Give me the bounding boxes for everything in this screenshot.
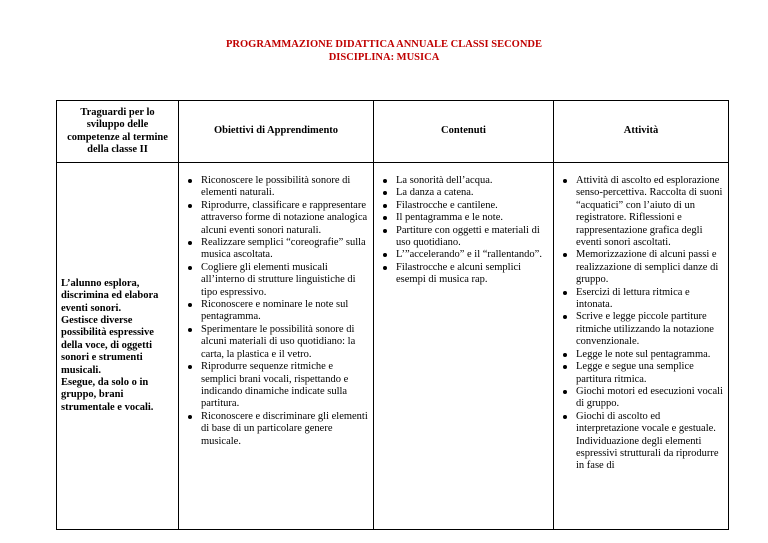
list-item: Riprodurre sequenze ritmiche e semplici brani vocali, rispettando e indicando dinamiche indicate sulla partitura. xyxy=(201,361,369,411)
list-item: Sperimentare le possibilità sonore di alcuni materiali di uso quotidiano: la carta, la plastica e il vetro. xyxy=(201,324,369,361)
list-item: Il pentagramma e le note. xyxy=(396,212,549,224)
contenuti-list xyxy=(378,175,549,287)
list-item: La danza a catena. xyxy=(396,187,549,199)
traguardo-text: L’alunno esplora, discrimina ed elabora eventi sonori. xyxy=(61,277,159,314)
programming-table xyxy=(56,100,729,530)
header-attivita: Attività xyxy=(554,101,729,163)
attivita-list xyxy=(558,175,724,473)
document-title: PROGRAMMAZIONE DIDATTICA ANNUALE CLASSI SECONDE xyxy=(225,39,542,50)
list-item: L’”accelerando” e il “rallentando”. xyxy=(396,249,549,261)
table-header-row xyxy=(57,101,729,163)
header-contenuti: Contenuti xyxy=(374,101,554,163)
list-item: Giochi di ascolto ed interpretazione vocale e gestuale. Individuazione degli elementi espressivi strutturali da riprodurre in fase di xyxy=(576,411,724,473)
list-item: Cogliere gli elementi musicali all’interno di strutture linguistiche di tipo espressivo. xyxy=(201,262,369,299)
obiettivi-list xyxy=(183,175,369,448)
header-traguardi: Traguardi per lo sviluppo delle competenze al termine della classe II xyxy=(57,101,179,163)
obiettivi-cell xyxy=(179,163,374,530)
list-item: Riconoscere e nominare le note sul pentagramma. xyxy=(201,299,369,324)
list-item: Giochi motori ed esecuzioni vocali di gruppo. xyxy=(576,385,723,410)
document-heading xyxy=(0,38,768,64)
list-item: Riconoscere le possibilità sonore di elementi naturali. xyxy=(201,175,369,200)
list-item: Legge le note sul pentagramma. xyxy=(576,349,724,361)
list-item: Memorizzazione di alcuni passi e realizzazione di semplici danze di gruppo. xyxy=(576,249,724,286)
list-item: Filastrocche e alcuni semplici esempi di musica rap. xyxy=(396,262,549,287)
list-item: Riconoscere e discriminare gli elementi di base di un particolare genere musicale. xyxy=(201,410,368,447)
list-item: Scrive e legge piccole partiture ritmiche utilizzando la notazione convenzionale. xyxy=(576,311,724,348)
list-item: Attività di ascolto ed esplorazione senso-percettiva. Raccolta di suoni “acquatici” con l’aiuto di un registratore. Riflessioni e rappresentazione grafica degli eventi sonori ascoltati. xyxy=(576,175,723,249)
list-item: Esercizi di lettura ritmica e intonata. xyxy=(576,287,724,312)
traguardo-text: Gestisce diverse possibilità espressive della voce, di oggetti sonori e strumenti musicali. xyxy=(61,314,154,376)
attivita-clip xyxy=(558,175,724,517)
traguardo-text: Esegue, da solo o in gruppo, brani strumentale e vocali. xyxy=(61,377,154,413)
list-item: Riprodurre, classificare e rappresentare attraverso forme di notazione analogica alcuni eventi sonori naturali. xyxy=(201,199,368,236)
list-item: La sonorità dell’acqua. xyxy=(396,175,549,187)
attivita-cell xyxy=(554,163,729,530)
traguardi-cell xyxy=(57,163,179,530)
contenuti-cell xyxy=(374,163,554,530)
table-row xyxy=(57,163,729,530)
list-item: Legge e segue una semplice partitura ritmica. xyxy=(576,361,724,386)
discipline-title: DISCIPLINA: MUSICA xyxy=(328,52,440,63)
list-item: Realizzare semplici “coreografie” sulla musica ascoltata. xyxy=(201,237,369,262)
list-item: Partiture con oggetti e materiali di uso quotidiano. xyxy=(396,225,549,250)
list-item: Filastrocche e cantilene. xyxy=(396,200,549,212)
header-obiettivi: Obiettivi di Apprendimento xyxy=(179,101,374,163)
